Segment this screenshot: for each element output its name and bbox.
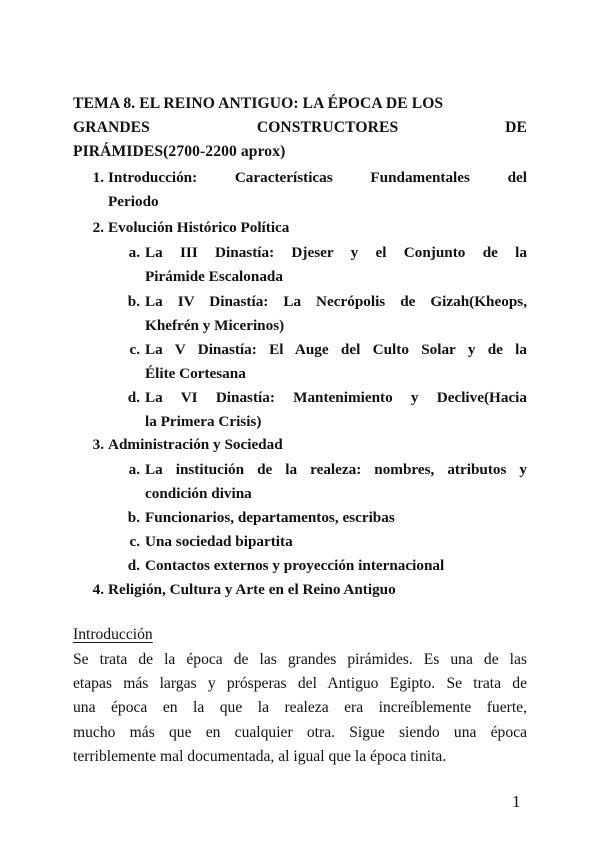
toc-number: 2. — [92, 219, 104, 236]
paragraph-line: terriblemente mal documentada, al igual que la época tinita. — [73, 747, 447, 765]
toc-number: b. — [127, 293, 140, 310]
toc-text-line: Funcionarios, departamentos, escribas — [145, 509, 395, 526]
toc-text-line: La V Dinastía: El Auge del Culto Solar y de la — [145, 341, 527, 358]
toc-item-2c — [110, 338, 527, 385]
section-heading: Introducción — [73, 626, 153, 643]
toc-text-line: Élite Cortesana — [145, 364, 246, 382]
toc-text-line: Religión, Cultura y Arte en el Reino Antiguo — [108, 581, 396, 598]
toc-number: b. — [127, 509, 140, 526]
toc-text-line: La IV Dinastía: La Necrópolis de Gizah(Kheops, — [145, 293, 527, 310]
toc-number: d. — [127, 389, 140, 406]
toc-item-3b — [110, 506, 527, 530]
toc-text-line: la Primera Crisis) — [145, 412, 262, 430]
paragraph-line: etapas más largas y prósperas del Antiguo Egipto. Se trata de — [73, 675, 527, 693]
title-line-1: TEMA 8. EL REINO ANTIGUO: LA ÉPOCA DE LOS — [73, 95, 444, 112]
toc-text-line: Contactos externos y proyección internacional — [145, 557, 445, 574]
toc-item-3d — [110, 554, 527, 578]
toc-item-2a — [110, 241, 527, 288]
toc-text-line: Pirámide Escalonada — [145, 267, 283, 285]
title-line-2 — [73, 116, 527, 140]
toc-number: a. — [128, 244, 140, 261]
toc-item-3a — [110, 458, 527, 505]
toc-text-line: La institución de la realeza: nombres, atributos y — [145, 461, 527, 478]
toc-number: d. — [127, 557, 140, 574]
toc-text-line: La VI Dinastía: Mantenimiento y Declive(Hacia — [145, 389, 527, 406]
paragraph-line: mucho más que en cualquier otra. Sigue siendo una época — [73, 723, 527, 741]
toc-item-3c — [110, 530, 527, 554]
toc-number: c. — [129, 533, 140, 550]
toc-text-line: Periodo — [108, 192, 159, 210]
toc-number: 1. — [92, 169, 104, 186]
toc-text-line: Administración y Sociedad — [108, 436, 283, 453]
toc-number: 4. — [92, 581, 104, 598]
title-line-3: PIRÁMIDES(2700-2200 aprox) — [73, 143, 286, 160]
toc-item-3 — [74, 433, 527, 457]
toc-number: c. — [129, 341, 140, 358]
toc-text-line: condición divina — [145, 484, 252, 502]
toc-item-2b — [110, 290, 527, 337]
toc-text-line: La III Dinastía: Djeser y el Conjunto de la — [145, 244, 527, 261]
toc-item-2d — [110, 386, 527, 433]
toc-number: 3. — [92, 436, 104, 453]
page-title — [73, 92, 527, 164]
toc-number: a. — [128, 461, 140, 478]
title-word: DE — [505, 119, 527, 136]
intro-paragraph — [73, 648, 527, 769]
toc-text-line: Una sociedad bipartita — [145, 533, 293, 550]
toc-text-line: Evolución Histórico Política — [108, 219, 290, 236]
paragraph-line: una época en la que la realeza era increíblemente fuerte, — [73, 699, 527, 717]
page-number: 1 — [512, 792, 521, 811]
toc-text-line: Introducción: Características Fundamentales del — [108, 169, 527, 186]
title-word: CONSTRUCTORES — [256, 119, 399, 136]
toc-item-4 — [74, 578, 527, 602]
paragraph-line: Se trata de la época de las grandes pirámides. Es una de las — [73, 651, 527, 668]
toc-item-1 — [74, 166, 527, 213]
toc-text-line: Khefrén y Micerinos) — [145, 316, 285, 334]
toc-item-2 — [74, 216, 527, 240]
title-word: GRANDES — [73, 119, 150, 136]
